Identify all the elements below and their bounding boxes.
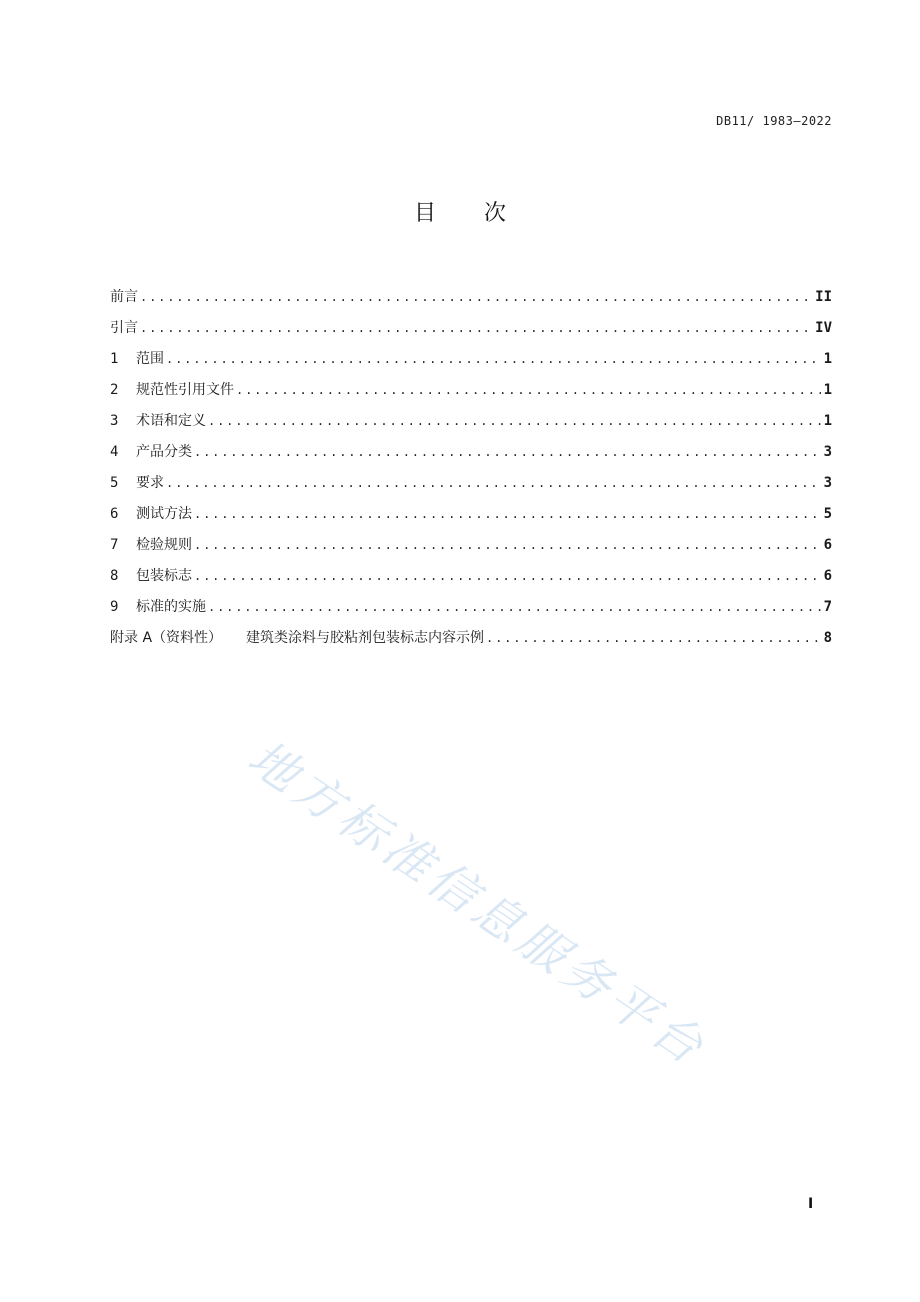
toc-entry-label: 范围 <box>136 350 164 367</box>
standard-code: DB11/ 1983—2022 <box>716 114 832 128</box>
toc-entry-number: 5 <box>110 474 119 491</box>
toc-entry-number: 3 <box>110 412 119 429</box>
toc-entry-label: 规范性引用文件 <box>136 381 234 398</box>
toc-entry-label: 包装标志 <box>136 567 192 584</box>
toc-entry-7[interactable] <box>110 529 832 560</box>
title-char-1: 目 <box>413 201 436 226</box>
toc-entry-appendix-a[interactable] <box>110 622 832 653</box>
toc-entry-8[interactable] <box>110 560 832 591</box>
page-title <box>0 196 920 227</box>
toc-entry-5[interactable] <box>110 467 832 498</box>
toc-leader-dots <box>236 381 821 399</box>
title-char-2: 次 <box>484 201 507 226</box>
toc-entry-page: 5 <box>823 505 832 522</box>
toc-entry-number: 9 <box>110 598 119 615</box>
toc-entry-number: 8 <box>110 567 119 584</box>
table-of-contents <box>110 281 832 653</box>
watermark-text: 地方标准信息服务平台 <box>237 729 717 1078</box>
page-number: I <box>808 1196 814 1212</box>
toc-leader-dots <box>166 350 821 368</box>
toc-entry-label: 引言 <box>110 319 138 336</box>
toc-entry-label: 前言 <box>110 288 138 305</box>
toc-entry-6[interactable] <box>110 498 832 529</box>
toc-leader-dots <box>140 288 812 306</box>
toc-entry-number: 7 <box>110 536 119 553</box>
toc-leader-dots <box>208 598 821 616</box>
toc-entry-page: 6 <box>823 536 832 553</box>
toc-entry-number: 1 <box>110 350 119 367</box>
toc-appendix-prefix: 附录 A（资料性） <box>110 629 223 646</box>
toc-leader-dots <box>194 567 821 585</box>
toc-entry-label: 标准的实施 <box>136 598 206 615</box>
toc-entry-2[interactable] <box>110 374 832 405</box>
toc-entry-4[interactable] <box>110 436 832 467</box>
toc-leader-dots <box>194 443 821 461</box>
toc-entry-label: 建筑类涂料与胶粘剂包装标志内容示例 <box>246 629 485 646</box>
toc-entry-9[interactable] <box>110 591 832 622</box>
toc-entry-label: 检验规则 <box>136 536 192 553</box>
toc-entry-introduction[interactable] <box>110 312 832 343</box>
toc-entry-page: 6 <box>823 567 832 584</box>
toc-entry-page: 3 <box>823 443 832 460</box>
toc-entry-page: IV <box>815 319 832 336</box>
toc-entry-page: 1 <box>823 412 832 429</box>
toc-entry-number: 2 <box>110 381 119 398</box>
toc-entry-page: 3 <box>823 474 832 491</box>
toc-entry-label: 产品分类 <box>136 443 192 460</box>
toc-entry-label: 要求 <box>136 474 164 491</box>
toc-leader-dots <box>166 474 821 492</box>
toc-entry-label: 测试方法 <box>136 505 192 522</box>
toc-entry-page: 1 <box>823 381 832 398</box>
toc-leader-dots <box>140 319 812 337</box>
toc-entry-page: 8 <box>823 629 832 646</box>
toc-entry-page: 1 <box>823 350 832 367</box>
toc-entry-label: 术语和定义 <box>136 412 206 429</box>
toc-leader-dots <box>194 536 821 554</box>
toc-entry-number: 4 <box>110 443 119 460</box>
toc-entry-number: 6 <box>110 505 119 522</box>
toc-leader-dots <box>194 505 821 523</box>
toc-entry-foreword[interactable] <box>110 281 832 312</box>
toc-entry-page: 7 <box>823 598 832 615</box>
toc-leader-dots <box>208 412 821 430</box>
toc-entry-1[interactable] <box>110 343 832 374</box>
toc-entry-page: II <box>815 288 832 305</box>
toc-entry-3[interactable] <box>110 405 832 436</box>
toc-leader-dots <box>486 629 821 647</box>
